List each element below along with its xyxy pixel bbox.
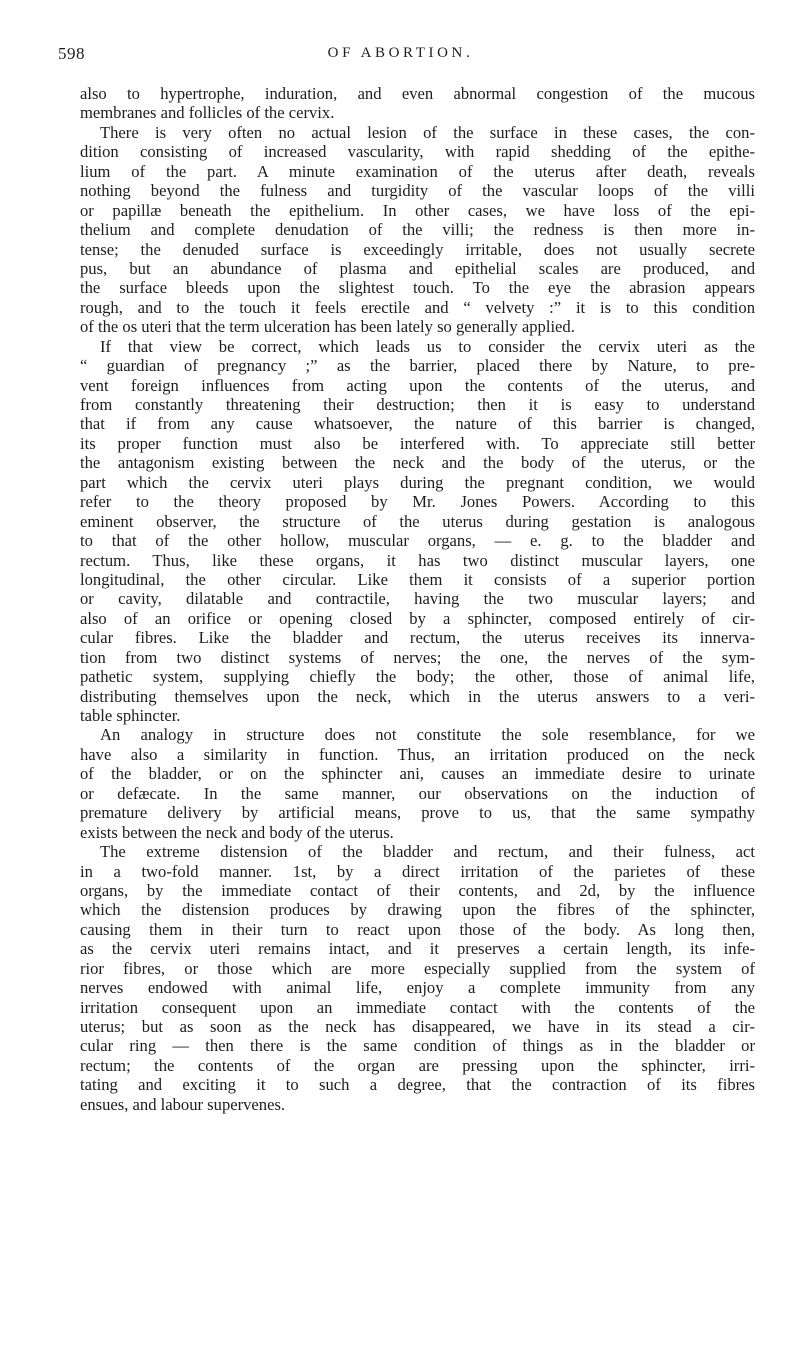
text-line: refer to the theory proposed by Mr. Jones Powers. According to this: [80, 492, 755, 512]
text-line: lium of the part. A minute examination of the uterus after death, reveals: [80, 161, 755, 181]
text-line: also of an orifice or opening closed by a sphincter, composed entirely of cir-: [80, 608, 755, 628]
text-line: cular ring — then there is the same condition of things as in the bladder or: [80, 1036, 755, 1056]
text-line: rectum. Thus, like these organs, it has two distinct muscular layers, one: [80, 550, 755, 570]
text-line: dition consisting of increased vascularity, with rapid shedding of the epithe-: [80, 142, 755, 162]
text-line: rough, and to the touch it feels erectile and “ velvety :” it is to this condition: [80, 297, 755, 317]
text-line: tion from two distinct systems of nerves; the one, the nerves of the sym-: [80, 647, 755, 667]
text-line: the surface bleeds upon the slightest touch. To the eye the abrasion appears: [80, 278, 755, 298]
text-line: the antagonism existing between the neck and the body of the uterus, or the: [80, 453, 755, 473]
text-line: tense; the denuded surface is exceedingly irritable, does not usually secrete: [80, 239, 755, 259]
text-line: irritation consequent upon an immediate contact with the contents of the: [80, 997, 755, 1017]
paragraph: [80, 123, 755, 337]
text-line: If that view be correct, which leads us to consider the cervix uteri as the: [100, 336, 755, 356]
text-line: longitudinal, the other circular. Like them it consists of a superior portion: [80, 569, 755, 589]
text-line: uterus; but as soon as the neck has disappeared, we have in its stead a cir-: [80, 1017, 755, 1036]
paragraph: [80, 84, 755, 123]
text-line: premature delivery by artificial means, prove to us, that the same sympathy: [80, 803, 755, 823]
text-line: nerves endowed with animal life, enjoy a complete immunity from any: [80, 978, 755, 998]
paragraph: [80, 337, 755, 726]
text-line: in a two-fold manner. 1st, by a direct irritation of the parietes of these: [80, 861, 755, 881]
text-line: rior fibres, or those which are more especially supplied from the system of: [80, 958, 755, 978]
body-text: [80, 84, 755, 1114]
text-line: have also a similarity in function. Thus, an irritation produced on the neck: [80, 744, 755, 764]
text-line: table sphincter.: [80, 706, 181, 725]
text-line: pathetic system, supplying chiefly the body; the other, those of animal life,: [80, 667, 755, 687]
text-line: pus, but an abundance of plasma and epithelial scales are produced, and: [80, 258, 755, 278]
chapter-title: OF ABORTION.: [327, 45, 474, 61]
text-line: which the distension produces by drawing upon the fibres of the sphincter,: [80, 900, 755, 920]
text-line: thelium and complete denudation of the villi; the redness is then more in-: [80, 220, 755, 240]
text-line: distributing themselves upon the neck, which in the uterus answers to a veri-: [80, 686, 755, 706]
text-line: as the cervix uteri remains intact, and it preserves a certain length, its infe-: [80, 939, 755, 959]
text-line: eminent observer, the structure of the uterus during gestation is analogous: [80, 511, 755, 531]
text-line: cular fibres. Like the bladder and rectum, the uterus receives its innerva-: [80, 628, 755, 648]
text-line: vent foreign influences from acting upon the contents of the uterus, and: [80, 375, 755, 395]
text-line: that if from any cause whatsoever, the nature of this barrier is changed,: [80, 414, 755, 434]
text-line: membranes and follicles of the cervix.: [80, 103, 335, 123]
text-line: ensues, and labour supervenes.: [80, 1094, 286, 1114]
text-line: exists between the neck and body of the uterus.: [80, 822, 394, 842]
text-line: organs, by the immediate contact of their contents, and 2d, by the influence: [80, 880, 755, 900]
text-line: “ guardian of pregnancy ;” as the barrier, placed there by Nature, to pre-: [80, 356, 755, 376]
page-number: 598: [58, 44, 85, 63]
running-head: [0, 44, 801, 68]
text-line: from constantly threatening their destruction; then it is easy to understand: [80, 395, 755, 414]
text-line: part which the cervix uteri plays during the pregnant condition, we would: [80, 472, 755, 492]
text-line: An analogy in structure does not constitute the sole resemblance, for we: [100, 725, 755, 745]
text-line: also to hypertrophe, induration, and even abnormal congestion of the mucous: [80, 84, 755, 103]
text-line: nothing beyond the fulness and turgidity of the vascular loops of the villi: [80, 181, 755, 201]
text-line: or cavity, dilatable and contractile, having the two muscular layers; and: [80, 589, 755, 609]
text-line: of the bladder, or on the sphincter ani, causes an immediate desire to urinate: [80, 764, 755, 784]
text-line: The extreme distension of the bladder and rectum, and their fulness, act: [100, 842, 755, 862]
text-line: its proper function must also be interfered with. To appreciate still better: [80, 433, 755, 453]
text-line: or papillæ beneath the epithelium. In other cases, we have loss of the epi-: [80, 200, 755, 220]
text-line: to that of the other hollow, muscular organs, — e. g. to the bladder and: [80, 531, 755, 551]
paragraph: [80, 842, 755, 1114]
text-line: rectum; the contents of the organ are pressing upon the sphincter, irri-: [80, 1055, 755, 1075]
text-line: of the os uteri that the term ulceration has been lately so generally applied.: [80, 317, 575, 337]
paragraph: [80, 725, 755, 842]
text-line: causing them in their turn to react upon those of the body. As long then,: [80, 919, 755, 939]
text-line: tating and exciting it to such a degree, that the contraction of its fibres: [80, 1075, 755, 1095]
text-line: There is very often no actual lesion of the surface in these cases, the con-: [100, 122, 755, 142]
text-line: or defæcate. In the same manner, our observations on the induction of: [80, 783, 755, 803]
